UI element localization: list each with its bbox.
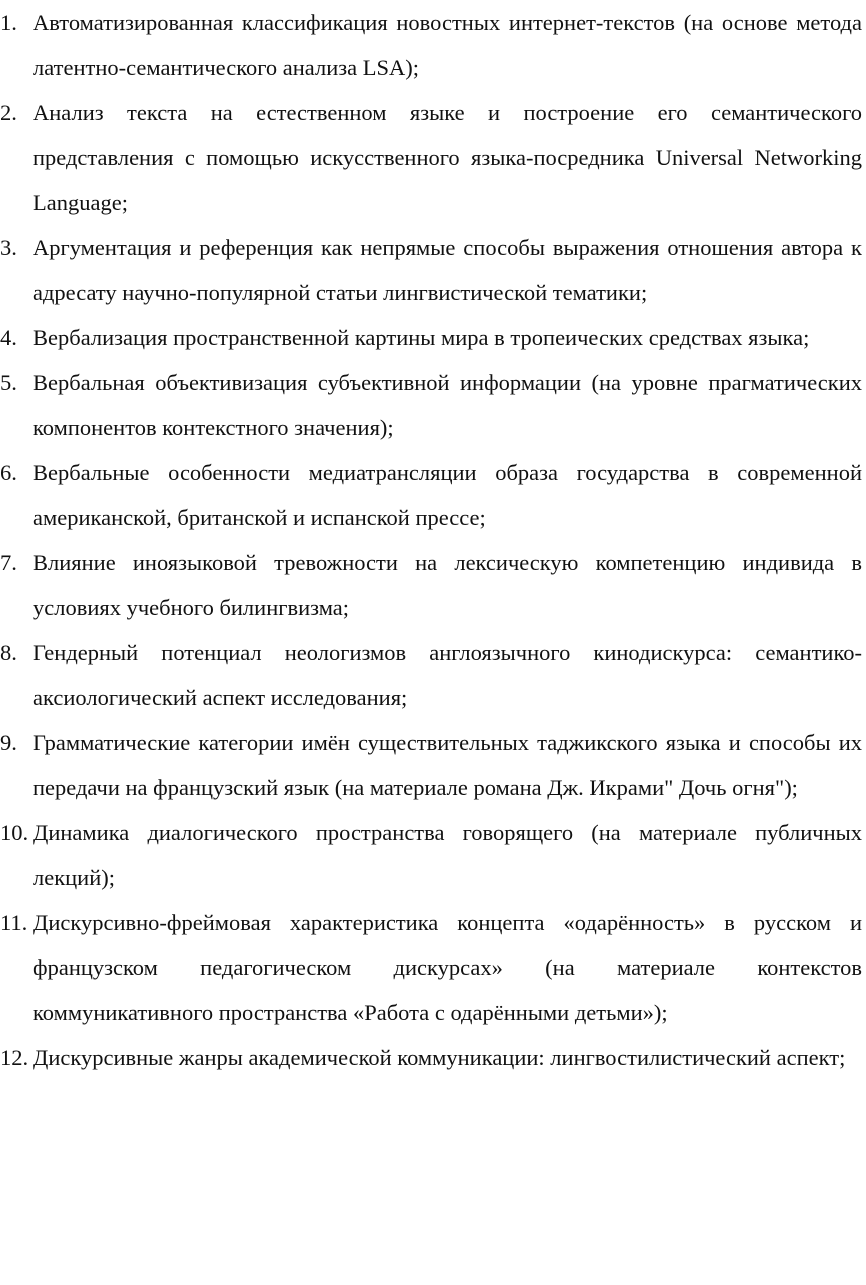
- item-text: Аргументация и референция как непрямые способы выражения отношения автора к адресату научно-популярной статьи лингвистической тематики;: [33, 235, 862, 305]
- item-number: 2.: [0, 100, 17, 125]
- list-item: [0, 315, 866, 360]
- item-number: 3.: [0, 235, 17, 260]
- list-item: [0, 1035, 866, 1080]
- item-number: 8.: [0, 640, 17, 665]
- item-text: Вербальные особенности медиатрансляции образа государства в современной американской, британской и испанской прессе;: [33, 460, 862, 530]
- item-number: 1.: [0, 10, 17, 35]
- list-item: [0, 540, 866, 630]
- item-text: Дискурсивно-фреймовая характеристика концепта «одарённость» в русском и французском педагогическом дискурсах» (на материале контекстов коммуникативного пространства «Работа с одарёнными детьми»);: [33, 910, 862, 1025]
- list-item: [0, 810, 866, 900]
- item-number: 12.: [0, 1045, 29, 1070]
- item-text: Вербализация пространственной картины мира в тропеических средствах языка;: [33, 325, 810, 350]
- item-text: Дискурсивные жанры академической коммуникации: лингвостилистический аспект;: [33, 1045, 846, 1070]
- item-text: Автоматизированная классификация новостных интернет-текстов (на основе метода латентно-семантического анализа LSA);: [33, 10, 862, 80]
- item-number: 10.: [0, 820, 29, 845]
- item-number: 5.: [0, 370, 17, 395]
- list-item: [0, 90, 866, 225]
- list-item: [0, 720, 866, 810]
- list-item: [0, 225, 866, 315]
- item-text: Грамматические категории имён существительных таджикского языка и способы их передачи на французский язык (на материале романа Дж. Икрами" Дочь огня");: [33, 730, 862, 800]
- item-text: Гендерный потенциал неологизмов англоязычного кинодискурса: семантико-аксиологический аспект исследования;: [33, 640, 862, 710]
- list-item: [0, 0, 866, 90]
- item-text: Влияние иноязыковой тревожности на лексическую компетенцию индивида в условиях учебного билингвизма;: [33, 550, 862, 620]
- list-item: [0, 360, 866, 450]
- item-text: Анализ текста на естественном языке и построение его семантического представления с помощью искусственного языка-посредника Universal Networking Language;: [33, 100, 862, 215]
- item-text: Вербальная объективизация субъективной информации (на уровне прагматических компонентов контекстного значения);: [33, 370, 862, 440]
- list-item: [0, 900, 866, 1035]
- item-number: 4.: [0, 325, 17, 350]
- item-number: 11.: [0, 910, 28, 935]
- item-number: 9.: [0, 730, 17, 755]
- item-number: 7.: [0, 550, 17, 575]
- item-number: 6.: [0, 460, 17, 485]
- list-item: [0, 450, 866, 540]
- item-text: Динамика диалогического пространства говорящего (на материале публичных лекций);: [33, 820, 862, 890]
- list-item: [0, 630, 866, 720]
